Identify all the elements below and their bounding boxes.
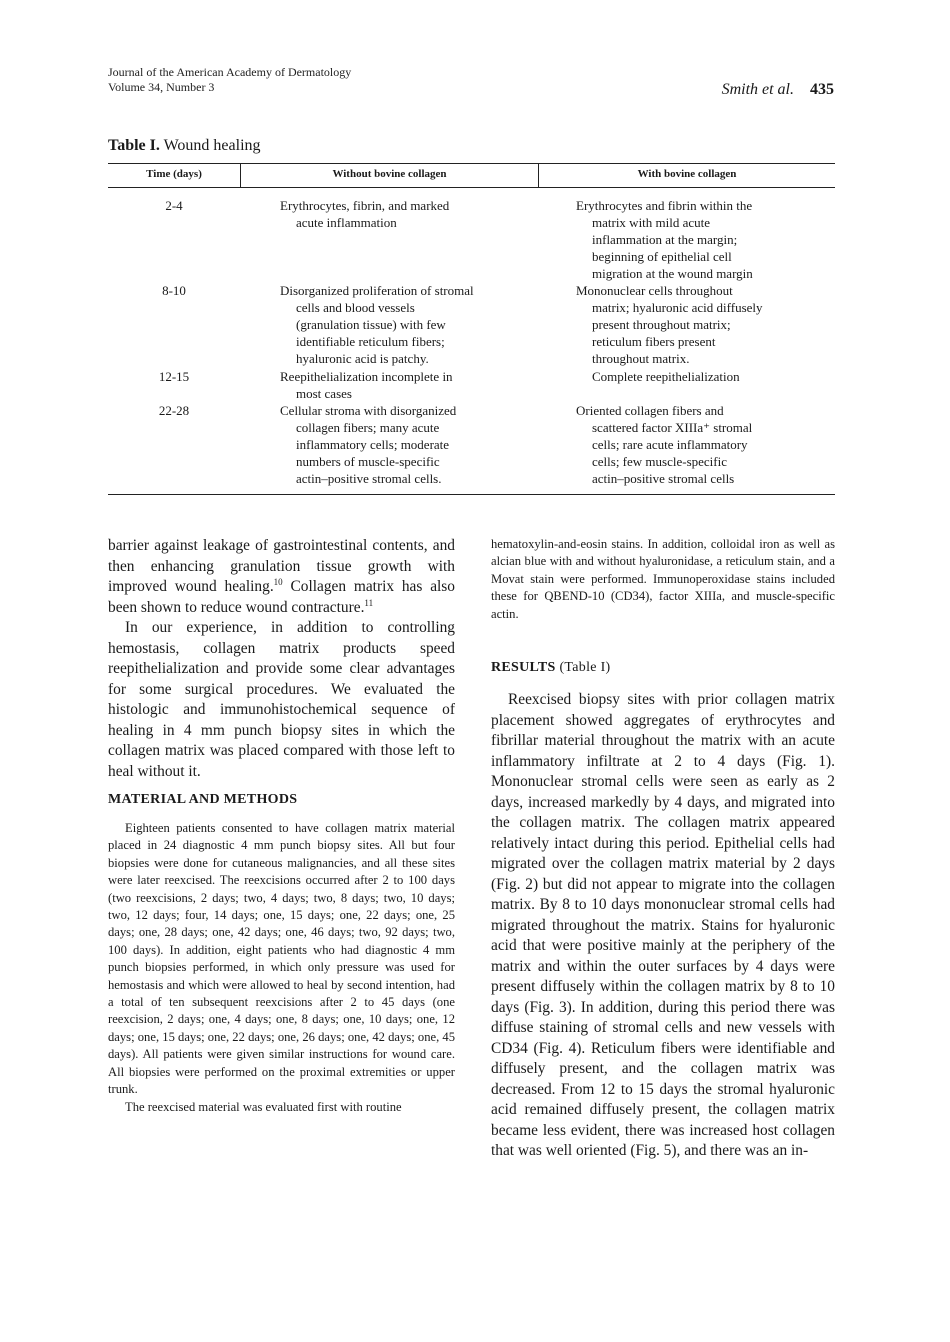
table-label: Table I.: [108, 137, 160, 154]
cell-line: collagen fibers; many acute: [296, 420, 440, 435]
table-header-rule: [108, 187, 835, 188]
heading-text: RESULTS: [491, 660, 556, 675]
results-text: [491, 690, 835, 1162]
cell-line: numbers of muscle-specific: [296, 454, 440, 469]
cell-line: Complete reepithelialization: [592, 369, 740, 384]
methods-text: [108, 820, 455, 1116]
page-header-right: [722, 81, 834, 99]
cell-line: beginning of epithelial cell: [592, 249, 732, 264]
section-heading-results: [491, 660, 835, 676]
table-caption: [108, 137, 261, 155]
table-cell-with: [576, 282, 826, 367]
table-top-rule: [108, 163, 835, 164]
paragraph: In our experience, in addition to controlling hemostasis, collagen matrix products speed reepithelialization and provide some clear advantages for some surgical procedures. We evaluated the histologic and immunohistochemical sequence of healing in 4 mm punch biopsy sites in which the collagen matrix was placed compared with those left to heal without it.: [108, 619, 455, 780]
paragraph: Reexcised biopsy sites with prior collagen matrix placement showed aggregates of erythrocytes and fibrillar material throughout the matrix with an acute inflammatory infiltrate at 2 to 4 days (Fig. 1). Mononuclear stromal cells were seen as early as 2 days, increased markedly by 4 days, and migrated into the collagen matrix. The collagen matrix appeared relatively intact during this period. Epithelial cells had migrated over the collagen matrix material by 2 days (Fig. 2) but did not appear to migrate into the collagen matrix. By 8 to 10 days mononuclear stromal cells had migrated throughout the matrix. Stains for hyaluronic acid that were positive mainly at the periphery of the matrix and within the outer surfaces by 4 days were present diffusely within the collagen matrix by 8 to 10 days (Fig. 3). In addition, during this period there was diffuse staining of stromal cells and new vessels with CD34 (Fig. 4). Reticulum fibers were identifiable and diffusely present, and the collagen matrix was decreased. From 12 to 15 days the stromal hyaluronic acid remained diffusely present, the collagen matrix became less evident, there was increased host collagen that was well oriented (Fig. 5), and there was an in-: [491, 691, 835, 1159]
cell-line: cells; few muscle-specific: [592, 454, 727, 469]
cell-line: most cases: [296, 386, 352, 401]
table-cell-time: 22-28: [158, 403, 190, 418]
cell-line: Cellular stroma with disorganized: [280, 403, 457, 418]
cell-line: throughout matrix.: [592, 351, 690, 366]
cell-line: cells; rare acute inflammatory: [592, 437, 748, 452]
column-header-time: Time (days): [146, 168, 202, 180]
table-title: Wound healing: [163, 137, 261, 154]
cell-line: matrix with mild acute: [592, 215, 711, 230]
cell-line: cells and blood vessels: [296, 300, 415, 315]
table-cell-without: [280, 282, 525, 367]
journal-volume: Volume 34, Number 3: [108, 80, 215, 94]
citation: 10: [273, 576, 283, 587]
table-cell-without: [280, 368, 525, 402]
journal-name: Journal of the American Academy of Dermatology: [108, 65, 352, 79]
table-cell-time: 8-10: [162, 283, 186, 298]
heading-table-ref: (Table I): [559, 660, 611, 675]
cell-line: actin–positive stromal cells.: [296, 471, 442, 486]
cell-line: matrix; hyaluronic acid diffusely: [592, 300, 763, 315]
table-cell-time: 12-15: [158, 369, 190, 384]
running-authors: Smith et al.: [721, 81, 794, 98]
page-number: 435: [810, 81, 834, 98]
section-heading-methods: MATERIAL AND METHODS: [108, 792, 298, 807]
cell-line: Reepithelialization incomplete in: [280, 369, 453, 384]
paragraph: Eighteen patients consented to have collagen matrix material placed in 24 diagnostic 4 mm punch biopsy sites. All but four biopsies were done for cutaneous malignancies, and all these sites were later reexcised. The reexcisions occurred after 2 to 100 days (two reexcisions, 2 days; two, 4 days; two, 8 days; two, 10 days; two, 12 days; four, 14 days; one, 15 days; one, 22 days; one, 25 days; one, 28 days; one, 42 days; one, 46 days; two, 92 days; two, 100 days). In addition, eight patients who had diagnostic 4 mm punch biopsies performed, in which only pressure was used for hemostasis and which were allowed to heal by second intention, had a total of ten subsequent reexcisions after 2 to 45 days (one reexcision, 2 days; one, 4 days; one, 8 days; one, 10 days; one, 12 days; one, 15 days; one, 22 days; one, 26 days; one, 42 days; one, 45 days). All patients were given similar instructions for wound care. All biopsies were performed on the proximal extremities or upper trunk.: [108, 821, 455, 1097]
text-run: Collagen matrix has also been shown to reduce wound contracture.: [108, 578, 455, 616]
cell-line: acute inflammation: [296, 215, 397, 230]
table-cell-with: [576, 402, 826, 487]
cell-line: (granulation tissue) with few: [296, 317, 446, 332]
cell-line: migration at the wound margin: [592, 266, 753, 281]
cell-line: present throughout matrix;: [592, 317, 731, 332]
cell-line: Disorganized proliferation of stromal: [280, 283, 474, 298]
table-cell-with: [576, 197, 826, 282]
paragraph: The reexcised material was evaluated first with routine: [125, 1099, 402, 1114]
cell-line: Mononuclear cells throughout: [576, 283, 733, 298]
table-bottom-rule: [108, 494, 835, 495]
cell-line: identifiable reticulum fibers;: [296, 334, 445, 349]
cell-line: inflammatory cells; moderate: [296, 437, 450, 452]
table-cell-time: 2-4: [165, 198, 183, 213]
table-cell-without: [280, 197, 525, 231]
cell-line: Oriented collagen fibers and: [576, 403, 724, 418]
cell-line: Erythrocytes, fibrin, and marked: [280, 198, 450, 213]
cell-line: inflammation at the margin;: [592, 232, 738, 247]
paragraph: hematoxylin-and-eosin stains. In addition, colloidal iron as well as alcian blue with and without hyaluronidase, a reticulum stain, and a Movat stain were performed. Immunoperoxidase stains included these for QBEND-10 (CD34), factor XIIIa, and muscle-specific actin.: [491, 537, 835, 621]
cell-line: scattered factor XIIIa⁺ stromal: [592, 420, 753, 435]
table-cell-without: [280, 402, 525, 487]
methods-continued: [491, 536, 835, 623]
column-header-with: With bovine collagen: [637, 168, 737, 180]
paragraph: [108, 536, 455, 618]
running-head: [108, 65, 351, 95]
cell-line: hyaluronic acid is patchy.: [296, 351, 429, 366]
table-cell-with: [576, 368, 826, 385]
intro-text: [108, 536, 455, 782]
citation: 11: [364, 597, 374, 608]
text-run: barrier against leakage of gastrointestinal contents, and then enhancing granulation tissue growth with improved wound healing.: [108, 537, 455, 595]
cell-line: reticulum fibers present: [592, 334, 716, 349]
column-header-without: Without bovine collagen: [332, 168, 447, 180]
cell-line: actin–positive stromal cells: [592, 471, 735, 486]
cell-line: Erythrocytes and fibrin within the: [576, 198, 753, 213]
